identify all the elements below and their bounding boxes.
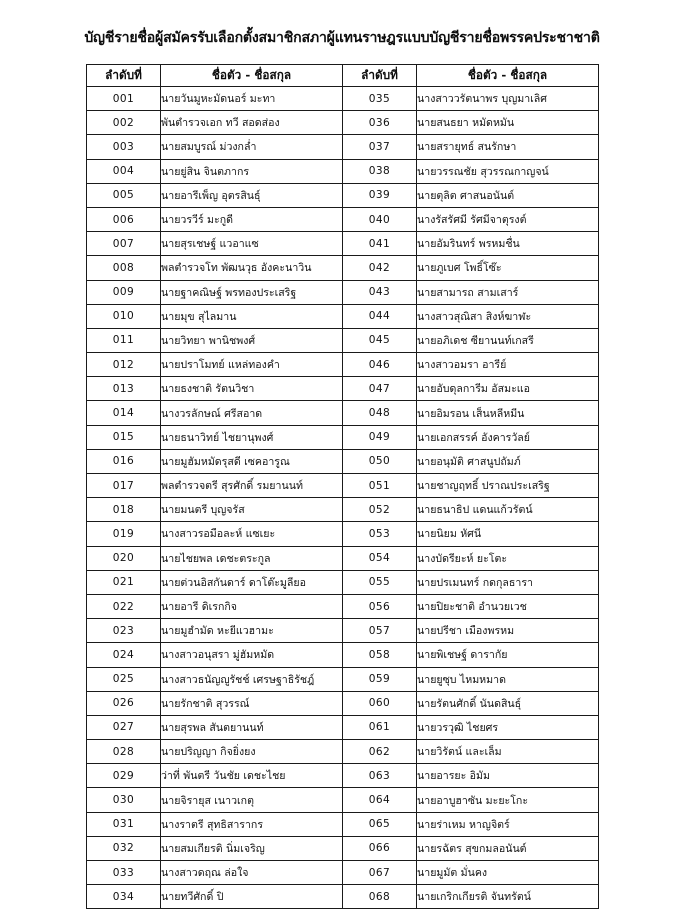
row-name-right: นายรัตนศักดิ์ นันดสินธุ์ bbox=[417, 691, 599, 715]
row-number-right: 045 bbox=[343, 328, 417, 352]
table-row bbox=[87, 280, 599, 304]
table-row bbox=[87, 207, 599, 231]
row-number-right: 050 bbox=[343, 449, 417, 473]
row-name-right: นายอนุมัติ ศาสนูปถัมภ์ bbox=[417, 449, 599, 473]
row-name-right: นายร่าเหม หาญจิตร์ bbox=[417, 812, 599, 836]
row-number-left: 009 bbox=[87, 280, 161, 304]
row-number-left: 033 bbox=[87, 861, 161, 885]
table-header bbox=[87, 65, 599, 87]
row-number-left: 026 bbox=[87, 691, 161, 715]
table-row bbox=[87, 715, 599, 739]
row-number-left: 008 bbox=[87, 256, 161, 280]
table-row bbox=[87, 425, 599, 449]
row-name-left: นายธงชาติ รัตนวิชา bbox=[161, 377, 343, 401]
row-number-left: 027 bbox=[87, 715, 161, 739]
row-number-left: 004 bbox=[87, 159, 161, 183]
row-name-right: นายปรีชา เมืองพรหม bbox=[417, 619, 599, 643]
row-number-right: 037 bbox=[343, 135, 417, 159]
table-row bbox=[87, 836, 599, 860]
row-name-left: นายรักชาติ สุวรรณ์ bbox=[161, 691, 343, 715]
table-row bbox=[87, 111, 599, 135]
row-name-left: นายมนตรี บุญจรัส bbox=[161, 498, 343, 522]
row-name-left: นายสมเกียรติ นิ่มเจริญ bbox=[161, 836, 343, 860]
row-name-left: นางราตรี สุทธิสารากร bbox=[161, 812, 343, 836]
table-row bbox=[87, 159, 599, 183]
column-header-name-left: ชื่อตัว - ชื่อสกุล bbox=[161, 65, 343, 87]
row-number-right: 068 bbox=[343, 885, 417, 909]
row-name-left: นายสุรเชษฐ์ แวอาแซ bbox=[161, 232, 343, 256]
table-row bbox=[87, 691, 599, 715]
row-number-left: 025 bbox=[87, 667, 161, 691]
row-number-right: 067 bbox=[343, 861, 417, 885]
table-row bbox=[87, 449, 599, 473]
table-row bbox=[87, 619, 599, 643]
row-name-right: นายอาบูฮาซัน มะยะโกะ bbox=[417, 788, 599, 812]
row-number-right: 056 bbox=[343, 594, 417, 618]
row-number-right: 053 bbox=[343, 522, 417, 546]
table-row bbox=[87, 498, 599, 522]
table-row bbox=[87, 377, 599, 401]
row-name-right: นายสนธยา หมัดหมัน bbox=[417, 111, 599, 135]
row-number-right: 065 bbox=[343, 812, 417, 836]
row-name-right: นายเอกสรรค์ อังคารวัลย์ bbox=[417, 425, 599, 449]
table-row bbox=[87, 740, 599, 764]
row-number-right: 048 bbox=[343, 401, 417, 425]
row-name-right: นางสาวสุณิสา สิงห์ฆาฬะ bbox=[417, 304, 599, 328]
row-number-right: 035 bbox=[343, 87, 417, 111]
column-header-number-left: ลำดับที่ bbox=[87, 65, 161, 87]
row-name-left: นางสาวรอมือละห์ แซเยะ bbox=[161, 522, 343, 546]
row-number-left: 015 bbox=[87, 425, 161, 449]
row-name-left: พลตำรวจโท พัฒนวุธ อังคะนาวิน bbox=[161, 256, 343, 280]
row-name-right: นายอับดุลการีม อัสมะแอ bbox=[417, 377, 599, 401]
row-number-left: 029 bbox=[87, 764, 161, 788]
table-row bbox=[87, 788, 599, 812]
row-name-left: พันตำรวจเอก ทวี สอดส่อง bbox=[161, 111, 343, 135]
row-name-right: นายนิยม หัศนี bbox=[417, 522, 599, 546]
table-row bbox=[87, 256, 599, 280]
row-name-left: นายสมบูรณ์ ม่วงกล่ำ bbox=[161, 135, 343, 159]
row-name-right: นายอัมรินทร์ พรหมชื่น bbox=[417, 232, 599, 256]
table-row bbox=[87, 232, 599, 256]
row-number-right: 063 bbox=[343, 764, 417, 788]
row-number-left: 017 bbox=[87, 474, 161, 498]
table-header-row bbox=[87, 65, 599, 87]
row-name-left: นางสาวธนัญญูรัชช์ เศรษฐาธิรัชฎ์ bbox=[161, 667, 343, 691]
row-name-left: พลตำรวจตรี สุรศักดิ์ รมยานนท์ bbox=[161, 474, 343, 498]
row-number-left: 023 bbox=[87, 619, 161, 643]
row-number-right: 046 bbox=[343, 353, 417, 377]
row-number-right: 062 bbox=[343, 740, 417, 764]
table-row bbox=[87, 353, 599, 377]
row-number-left: 003 bbox=[87, 135, 161, 159]
row-number-left: 011 bbox=[87, 328, 161, 352]
row-number-left: 021 bbox=[87, 570, 161, 594]
row-name-left: นายฐาคณิษฐ์ พรทองประเสริฐ bbox=[161, 280, 343, 304]
candidate-roster-table bbox=[86, 64, 599, 909]
row-name-left: นายมูฮำมัด หะยีแวฮามะ bbox=[161, 619, 343, 643]
row-name-left: นางวรลักษณ์ ศรีสอาด bbox=[161, 401, 343, 425]
row-number-right: 052 bbox=[343, 498, 417, 522]
row-name-left: นายไชยพล เดชะตระกูล bbox=[161, 546, 343, 570]
row-name-right: นายวิรัตน์ และเล็ม bbox=[417, 740, 599, 764]
row-number-left: 028 bbox=[87, 740, 161, 764]
row-number-right: 049 bbox=[343, 425, 417, 449]
row-number-left: 024 bbox=[87, 643, 161, 667]
row-number-left: 002 bbox=[87, 111, 161, 135]
row-name-left: นายทวีศักดิ์ ปิ bbox=[161, 885, 343, 909]
row-name-left: นายยู่สิน จินตภากร bbox=[161, 159, 343, 183]
row-number-left: 010 bbox=[87, 304, 161, 328]
row-number-right: 044 bbox=[343, 304, 417, 328]
row-number-right: 055 bbox=[343, 570, 417, 594]
row-name-right: นายปรเมนทร์ กดกุลธารา bbox=[417, 570, 599, 594]
row-name-right: นายเกริกเกียรติ จันทรัตน์ bbox=[417, 885, 599, 909]
row-name-right: นางสาวอมรา อารีย์ bbox=[417, 353, 599, 377]
row-name-right: นายตุลิต ศาสนอนันต์ bbox=[417, 183, 599, 207]
table-row bbox=[87, 546, 599, 570]
row-number-right: 059 bbox=[343, 667, 417, 691]
row-number-left: 005 bbox=[87, 183, 161, 207]
table-row bbox=[87, 643, 599, 667]
row-name-right: นายอารยะ อิมัม bbox=[417, 764, 599, 788]
row-name-right: นายธนาธิป แดนแก้วรัตน์ bbox=[417, 498, 599, 522]
row-number-right: 066 bbox=[343, 836, 417, 860]
row-number-right: 042 bbox=[343, 256, 417, 280]
row-number-left: 020 bbox=[87, 546, 161, 570]
row-number-right: 054 bbox=[343, 546, 417, 570]
row-number-right: 039 bbox=[343, 183, 417, 207]
table-row bbox=[87, 764, 599, 788]
row-name-right: นายรฉัตร สุขกมลอนันต์ bbox=[417, 836, 599, 860]
row-name-left: นายสุรพล สันตยานนท์ bbox=[161, 715, 343, 739]
row-name-right: นายภูเบศ โพธิ์โซ๊ะ bbox=[417, 256, 599, 280]
row-number-right: 064 bbox=[343, 788, 417, 812]
row-name-right: นายปิยะชาติ อำนวยเวช bbox=[417, 594, 599, 618]
table-row bbox=[87, 474, 599, 498]
row-number-left: 030 bbox=[87, 788, 161, 812]
table-row bbox=[87, 304, 599, 328]
row-number-right: 061 bbox=[343, 715, 417, 739]
row-number-left: 034 bbox=[87, 885, 161, 909]
row-name-left: นายมุข สุไลมาน bbox=[161, 304, 343, 328]
row-number-right: 051 bbox=[343, 474, 417, 498]
row-number-right: 041 bbox=[343, 232, 417, 256]
row-name-left: นายวิทยา พานิชพงศ์ bbox=[161, 328, 343, 352]
table-row bbox=[87, 667, 599, 691]
table-row bbox=[87, 87, 599, 111]
row-name-left: นางสาวดฤณ ล่อใจ bbox=[161, 861, 343, 885]
table-row bbox=[87, 594, 599, 618]
page-title: บัญชีรายชื่อผู้สมัครรับเลือกตั้งสมาชิกสภาผู้แทนราษฎรแบบบัญชีรายชื่อพรรคประชาชาติ bbox=[84, 30, 600, 46]
table-row bbox=[87, 812, 599, 836]
row-name-right: นายสรายุทธ์ สนรักษา bbox=[417, 135, 599, 159]
table-row bbox=[87, 861, 599, 885]
row-name-right: นายอภิเดช ซียานนท์เกสรี bbox=[417, 328, 599, 352]
table-row bbox=[87, 522, 599, 546]
row-number-right: 036 bbox=[343, 111, 417, 135]
row-name-left: นายอารี ดิเรกกิจ bbox=[161, 594, 343, 618]
row-number-right: 058 bbox=[343, 643, 417, 667]
table-body bbox=[87, 87, 599, 909]
row-name-right: นายวรรณชัย สุวรรณกาญจน์ bbox=[417, 159, 599, 183]
row-name-right: นายมูมัต มั่นคง bbox=[417, 861, 599, 885]
row-name-right: นายวรวุฒิ ไชยศร bbox=[417, 715, 599, 739]
table-row bbox=[87, 135, 599, 159]
row-number-left: 006 bbox=[87, 207, 161, 231]
row-name-left: นายอารีเพ็ญ อุตรสินธุ์ bbox=[161, 183, 343, 207]
table-row bbox=[87, 885, 599, 909]
row-number-left: 022 bbox=[87, 594, 161, 618]
row-number-left: 001 bbox=[87, 87, 161, 111]
row-number-left: 016 bbox=[87, 449, 161, 473]
row-name-left: นายปริญญา กิจยิ่งยง bbox=[161, 740, 343, 764]
row-name-right: นายยูซุบ ไหมหมาด bbox=[417, 667, 599, 691]
row-name-left: นายปราโมทย์ แหล่ทองคำ bbox=[161, 353, 343, 377]
row-name-left: นายจิรายุส เนาวเกตุ bbox=[161, 788, 343, 812]
row-name-left: นายธนาวิทย์ ไชยานุพงศ์ bbox=[161, 425, 343, 449]
row-name-left: นายมูฮัมหมัดรุสดี เซคอารูณ bbox=[161, 449, 343, 473]
row-name-right: นายอิมรอน เส็นหลีหมีน bbox=[417, 401, 599, 425]
row-name-right: นางรัสรัศมี รัศมีจาตุรงต์ bbox=[417, 207, 599, 231]
row-number-right: 057 bbox=[343, 619, 417, 643]
row-number-left: 014 bbox=[87, 401, 161, 425]
table-row bbox=[87, 328, 599, 352]
table-row bbox=[87, 183, 599, 207]
row-name-right: นายพิเชษฐ์ ดารากัย bbox=[417, 643, 599, 667]
row-number-left: 007 bbox=[87, 232, 161, 256]
row-number-right: 060 bbox=[343, 691, 417, 715]
row-number-right: 038 bbox=[343, 159, 417, 183]
row-name-right: นางสาววรัตนาพร บุญมาเลิศ bbox=[417, 87, 599, 111]
row-number-left: 018 bbox=[87, 498, 161, 522]
row-number-right: 047 bbox=[343, 377, 417, 401]
row-number-left: 032 bbox=[87, 836, 161, 860]
candidate-roster-table-wrap bbox=[86, 64, 598, 909]
row-name-right: นายสามารถ สามเสาร์ bbox=[417, 280, 599, 304]
row-name-left: นายวรวีร์ มะกูดี bbox=[161, 207, 343, 231]
row-name-right: นายชาญฤทธิ์ ปราณประเสริฐ bbox=[417, 474, 599, 498]
row-name-left: ว่าที่ พันตรี วันชัย เดชะไชย bbox=[161, 764, 343, 788]
row-number-right: 040 bbox=[343, 207, 417, 231]
row-number-left: 031 bbox=[87, 812, 161, 836]
row-name-left: นายวันมูหะมัดนอร์ มะทา bbox=[161, 87, 343, 111]
row-number-left: 019 bbox=[87, 522, 161, 546]
row-number-right: 043 bbox=[343, 280, 417, 304]
row-name-right: นางบัดรียะห์ ยะโตะ bbox=[417, 546, 599, 570]
row-name-left: นางสาวอนุสรา มู่ฮัมหมัด bbox=[161, 643, 343, 667]
row-number-left: 012 bbox=[87, 353, 161, 377]
row-name-left: นายต่วนอิสกันดาร์ ดาโต๊ะมูลียอ bbox=[161, 570, 343, 594]
column-header-name-right: ชื่อตัว - ชื่อสกุล bbox=[417, 65, 599, 87]
column-header-number-right: ลำดับที่ bbox=[343, 65, 417, 87]
table-row bbox=[87, 401, 599, 425]
row-number-left: 013 bbox=[87, 377, 161, 401]
table-row bbox=[87, 570, 599, 594]
